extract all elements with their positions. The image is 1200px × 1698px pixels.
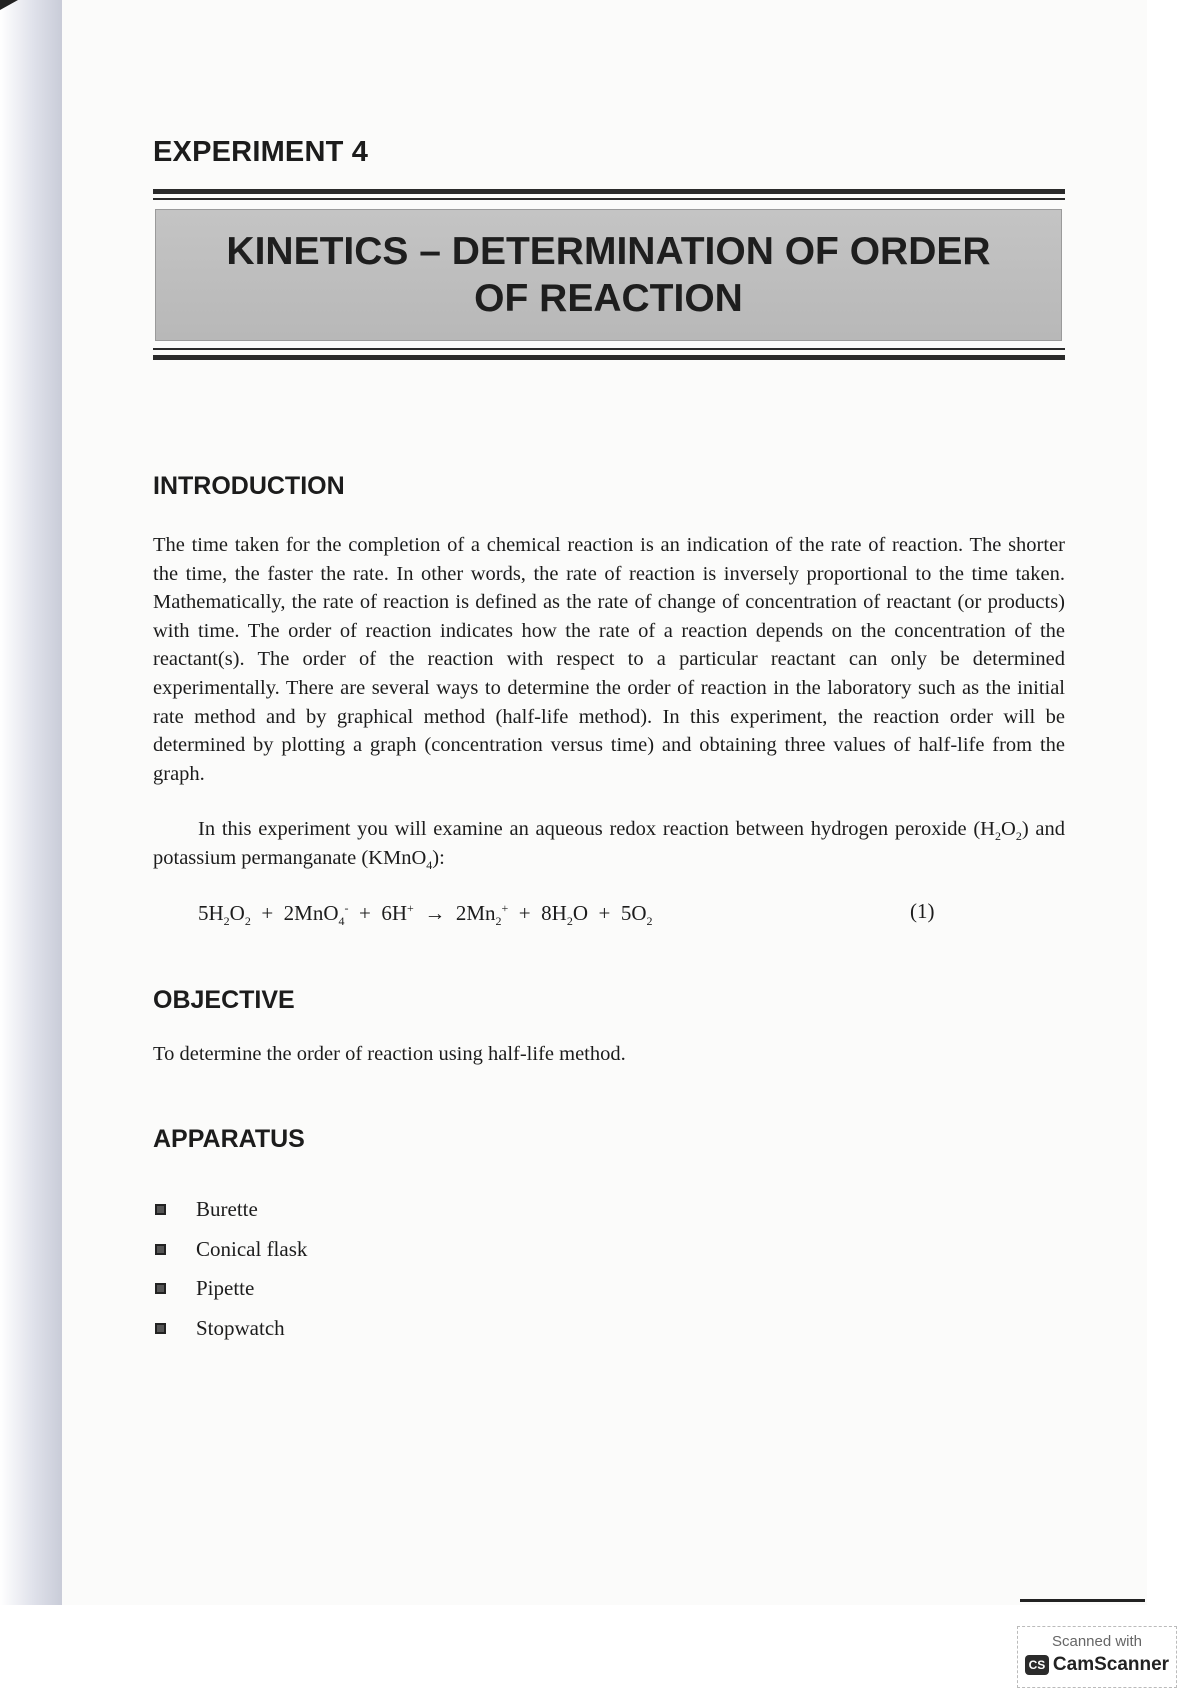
bullet-icon — [155, 1283, 166, 1294]
title-banner — [155, 209, 1062, 341]
apparatus-item: Burette — [196, 1197, 258, 1222]
equation-number: (1) — [910, 899, 935, 923]
bullet-icon — [155, 1323, 166, 1334]
formula-kmno4: (KMnO$_4$): — [361, 846, 445, 872]
list-item — [153, 1309, 307, 1349]
list-item — [153, 1230, 307, 1270]
bullet-icon — [155, 1204, 166, 1215]
apparatus-item: Pipette — [196, 1276, 255, 1301]
objective-heading: OBJECTIVE — [153, 986, 295, 1014]
objective-text: To determine the order of reaction using half-life method. — [153, 1043, 626, 1065]
top-rule-thin — [153, 198, 1065, 200]
bottom-rule-thin — [153, 348, 1065, 350]
apparatus-list — [153, 1190, 307, 1348]
banner-title-line1: KINETICS – DETERMINATION OF ORDER — [226, 230, 991, 273]
apparatus-item: Stopwatch — [196, 1315, 285, 1340]
corner-mark — [0, 0, 18, 10]
banner-title-line2: OF REACTION — [474, 277, 743, 320]
page-bottom-line — [1020, 1599, 1145, 1602]
scan-shadow — [0, 0, 62, 1605]
apparatus-item: Conical flask — [196, 1236, 308, 1261]
watermark-name: CamScanner — [1052, 1654, 1170, 1675]
list-item — [153, 1190, 307, 1230]
introduction-paragraph: The time taken for the completion of a chemical reaction is an indication of the rate of reaction. The shorter the time, the faster the rate. In other words, the rate of reaction is inversely proportional to the time taken. Mathematically, the rate of reaction is defined as the rate of change of concentration of reactant (or products) with time. The order of reaction indicates how the rate of a reaction depends on the concentration of the reactant(s). The order of the reaction with respect to a particular reactant can only be determined experimentally. There are several ways to determine the order of reaction in the laboratory such as the initial rate method and by graphical method (half-life method). In this experiment, the reaction order will be determined by plotting a graph (concentration versus time) and obtaining three values of half-life from the graph. — [153, 534, 1065, 785]
watermark-brand — [1018, 1654, 1176, 1676]
list-item — [153, 1269, 307, 1309]
camscanner-watermark — [1017, 1626, 1177, 1688]
experiment-label: EXPERIMENT 4 — [153, 136, 369, 168]
apparatus-heading: APPARATUS — [153, 1125, 305, 1153]
formula-h2o2: $(H_2O_2)$ — [973, 818, 1029, 844]
reaction-paragraph-lead: In this experiment you will examine an aqueous redox reaction between hydrogen peroxide — [198, 818, 967, 840]
reaction-paragraph — [153, 815, 1065, 872]
watermark-caption: Scanned with — [1051, 1633, 1143, 1650]
camscanner-logo-icon: CS — [1025, 1655, 1049, 1675]
introduction-heading: INTRODUCTION — [153, 472, 345, 500]
reaction-paragraph-mid: and potassium permanganate — [153, 818, 1065, 869]
reaction-equation: $5H_2O_2 + 2MnO_4^- + 6H^+ \to 2Mn_2^+ + 8H_2O + 5O_2$ — [198, 901, 653, 929]
bullet-icon — [155, 1244, 166, 1255]
bottom-rule-thick — [153, 355, 1065, 360]
top-rule-thick — [153, 189, 1065, 194]
